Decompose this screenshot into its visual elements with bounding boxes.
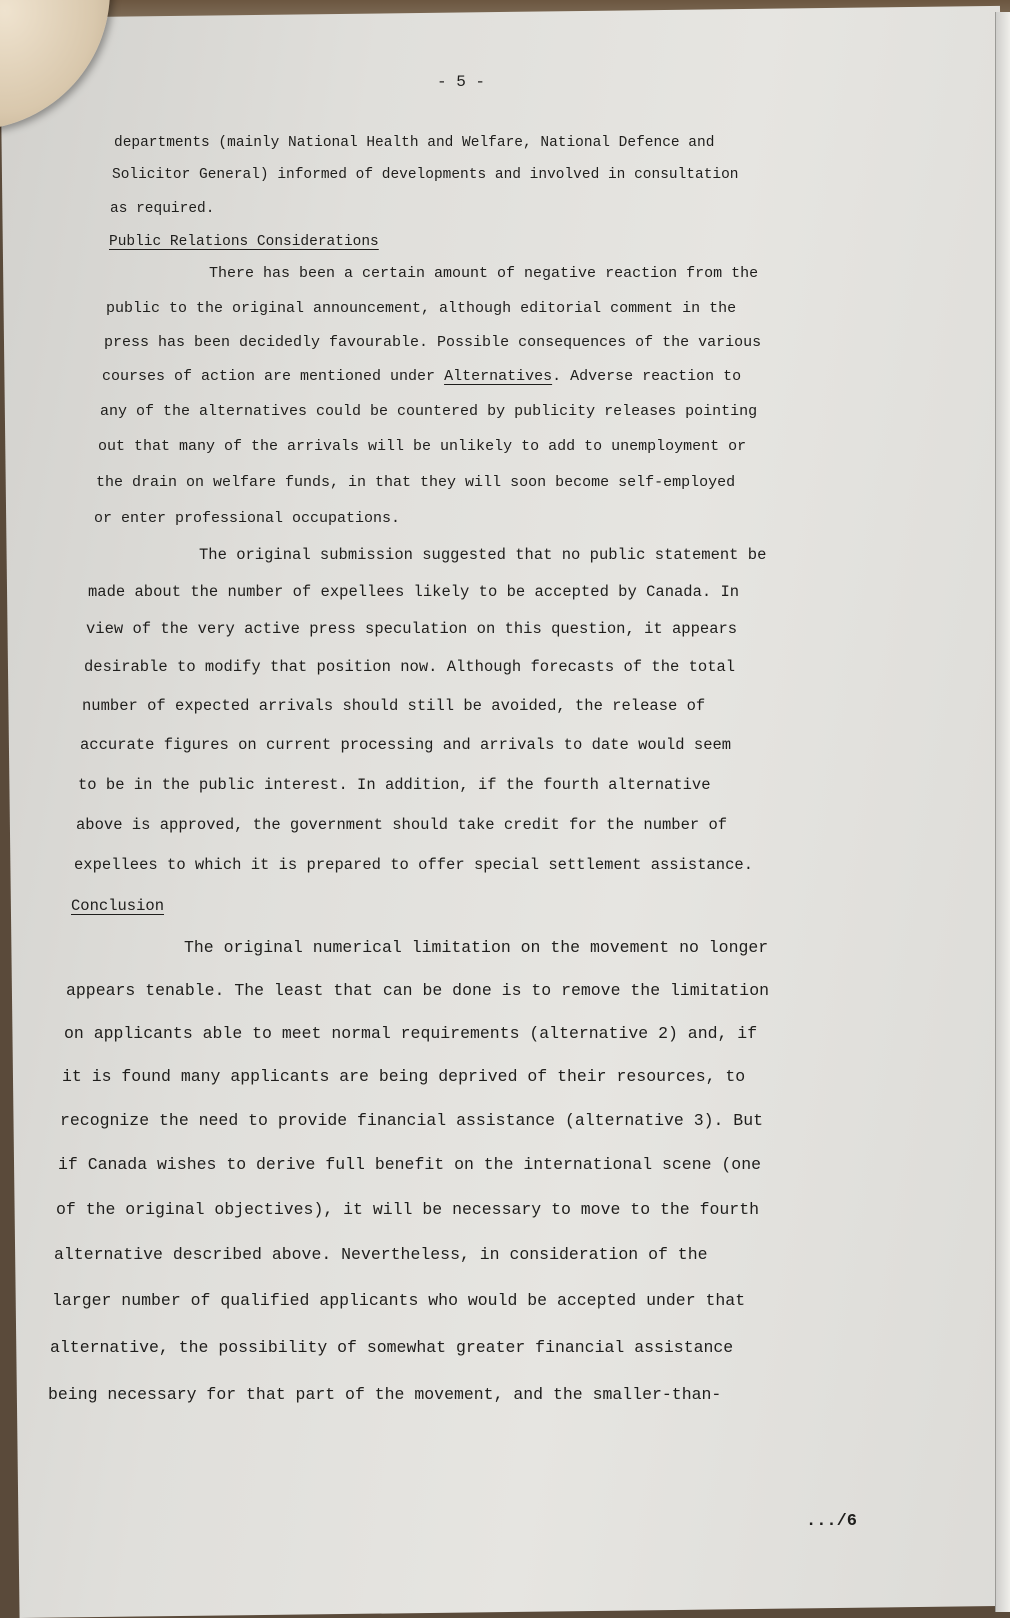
text-line: above is approved, the government should take credit for the number of bbox=[76, 816, 728, 834]
text-line: accurate figures on current processing and arrivals to date would seem bbox=[80, 736, 732, 754]
section-heading-public-relations: Public Relations Considerations bbox=[109, 234, 379, 250]
text-line: public to the original announcement, although editorial comment in the bbox=[106, 300, 737, 317]
text-line: made about the number of expellees likely to be accepted by Canada. In bbox=[88, 583, 740, 601]
alternatives-underlined: Alternatives bbox=[444, 368, 553, 385]
text-line: on applicants able to meet normal requirements (alternative 2) and, if bbox=[64, 1024, 758, 1043]
text-line: expellees to which it is prepared to offer special settlement assistance. bbox=[74, 856, 754, 874]
continuation-marker: .../6 bbox=[806, 1512, 858, 1531]
text-line: larger number of qualified applicants who would be accepted under that bbox=[52, 1291, 746, 1310]
text-line: alternative described above. Nevertheless, in consideration of the bbox=[54, 1245, 708, 1264]
text-line: courses of action are mentioned under Alternatives. Adverse reaction to bbox=[102, 368, 742, 385]
text-line: any of the alternatives could be countered by publicity releases pointing bbox=[100, 403, 758, 420]
text-line: alternative, the possibility of somewhat greater financial assistance bbox=[50, 1338, 734, 1357]
text-line: of the original objectives), it will be necessary to move to the fourth bbox=[56, 1200, 760, 1219]
text-line: recognize the need to provide financial assistance (alternative 3). But bbox=[60, 1111, 764, 1130]
text-line: out that many of the arrivals will be unlikely to add to unemployment or bbox=[98, 438, 747, 455]
text-line: it is found many applicants are being deprived of their resources, to bbox=[62, 1067, 746, 1086]
text-line: if Canada wishes to derive full benefit on the international scene (one bbox=[58, 1155, 762, 1174]
text-line: the drain on welfare funds, in that they will soon become self-employed bbox=[96, 474, 736, 491]
text-line: The original numerical limitation on the movement no longer bbox=[184, 938, 769, 957]
text-line: appears tenable. The least that can be done is to remove the limitation bbox=[66, 981, 770, 1000]
text-line: as required. bbox=[110, 201, 215, 217]
text-line: press has been decidedly favourable. Possible consequences of the various bbox=[104, 334, 762, 351]
text-line: or enter professional occupations. bbox=[94, 510, 401, 527]
text-line: Solicitor General) informed of developments and involved in consultation bbox=[112, 167, 739, 183]
text-line: number of expected arrivals should still be avoided, the release of bbox=[82, 697, 706, 715]
text-line: The original submission suggested that no public statement be bbox=[199, 546, 767, 564]
text-line: There has been a certain amount of negative reaction from the bbox=[209, 265, 759, 282]
text-line: departments (mainly National Health and Welfare, National Defence and bbox=[114, 135, 715, 151]
text-line: view of the very active press speculation on this question, it appears bbox=[86, 620, 738, 638]
section-heading-conclusion: Conclusion bbox=[71, 897, 165, 915]
page-number: - 5 - bbox=[437, 73, 486, 91]
text-line: desirable to modify that position now. Although forecasts of the total bbox=[84, 658, 736, 676]
text-line: to be in the public interest. In addition, if the fourth alternative bbox=[78, 776, 711, 794]
text-line: being necessary for that part of the movement, and the smaller-than- bbox=[48, 1385, 722, 1404]
